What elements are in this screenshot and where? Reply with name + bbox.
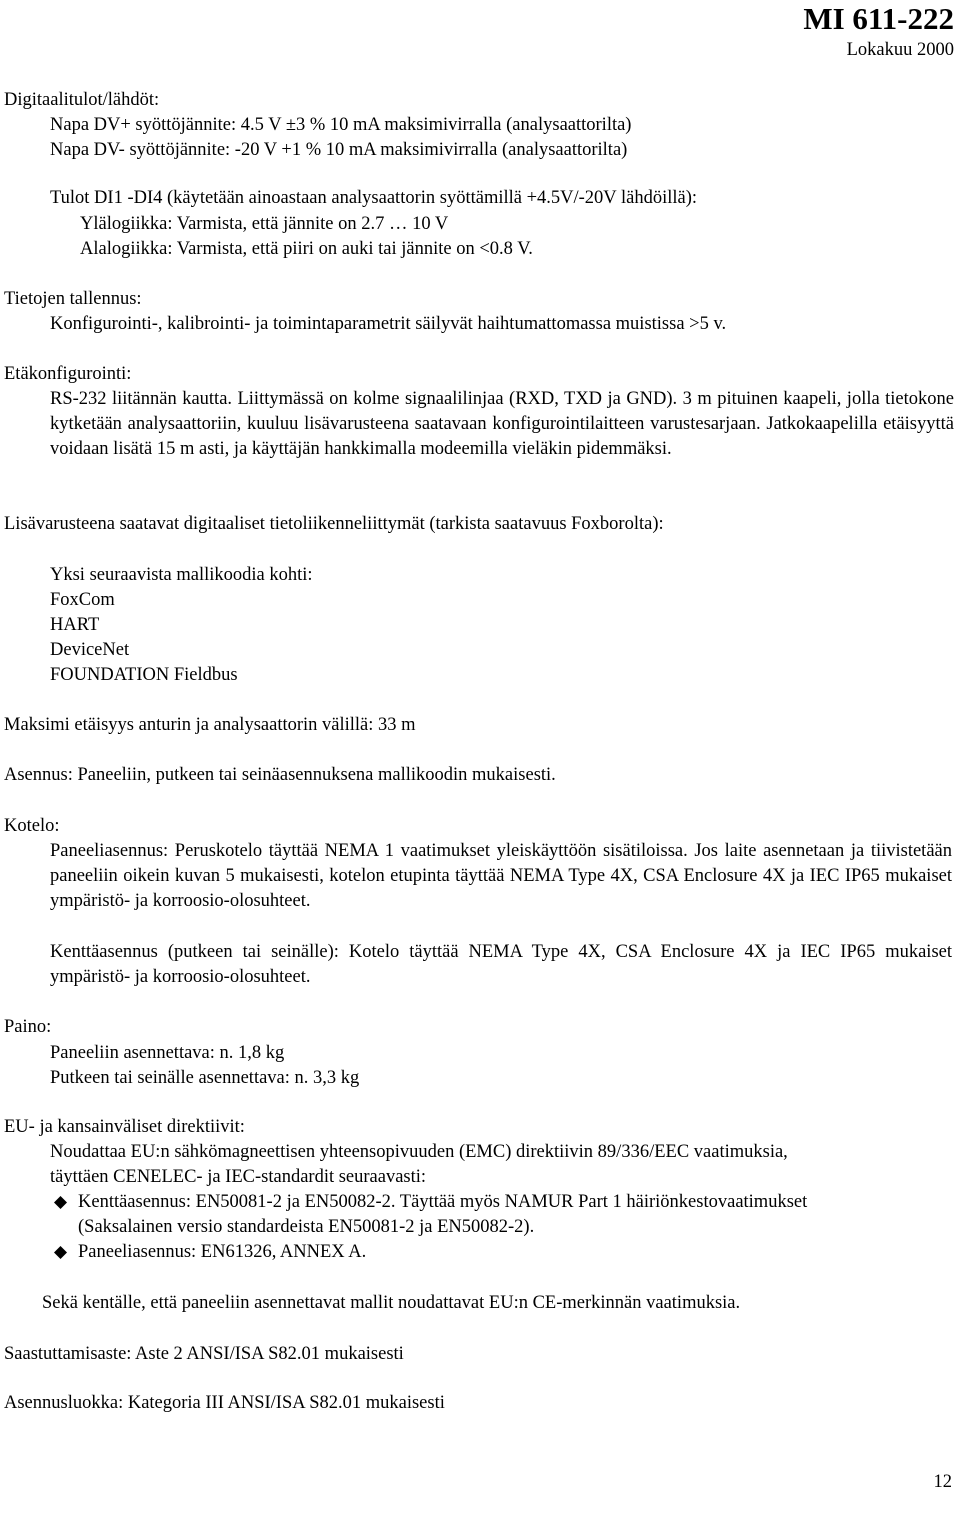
eu-directives-line2: täyttäen CENELEC- ja IEC-standardit seuraavasti: [50,1167,427,1187]
enclosure-panel-text: Paneeliasennus: Peruskotelo täyttää NEMA 1 vaatimukset yleiskäyttöön sisätiloissa. Jos laite asennetaan ja tiivistetään paneeliin oikein kuvan 5 mukaisesti, kotelon etupinta täyttää NEMA Type 4X, CSA Enclosure 4X ja IEC IP65 mukaiset ympäristö- ja korroosio-olosuhteet. [50,841,952,911]
digital-comms-sub-intro: Yksi seuraavista mallikoodia kohti: [50,565,313,585]
eu-bullet1-line2: (Saksalainen versio standardeista EN50081-2 ja EN50082-2). [78,1217,535,1237]
digital-io-heading: Digitaalitulot/lähdöt: [4,90,160,110]
weight-panel: Paneeliin asennettava: n. 1,8 kg [50,1043,285,1063]
remote-config-text: RS-232 liitännän kautta. Liittymässä on kolme signaalilinjaa (RXD, TXD ja GND). 3 m pituinen kaapeli, jolla tietokone kytketään analysaattoriin, kuuluu lisävarusteena saatavaan konfigurointilaitteen varustesarjaan. Jatkokaapelilla etäisyyttä voidaan lisätä 15 m asti, ja käyttäjän hankkimalla modeemilla vieläkin pidemmäksi. [50,389,954,459]
inputs-line: Tulot DI1 -DI4 (käytetään ainoastaan analysaattorin syöttämillä +4.5V/-20V lähdöillä): [50,188,697,208]
mounting-text: Asennus: Paneeliin, putkeen tai seinäasennuksena mallikoodin mukaisesti. [4,765,556,785]
diamond-bullet-icon [52,1240,68,1265]
weight-heading: Paino: [4,1017,52,1037]
remote-config-heading: Etäkonfigurointi: [4,364,132,384]
diamond-bullet-icon [52,1190,68,1215]
comms-option-foxcom: FoxCom [50,590,115,610]
weight-pipe-wall: Putkeen tai seinälle asennettava: n. 3,3 kg [50,1068,360,1088]
data-storage-heading: Tietojen tallennus: [4,289,142,309]
max-distance-text: Maksimi etäisyys anturin ja analysaattorin välillä: 33 m [4,715,416,735]
ce-marking-text: Sekä kentälle, että paneeliin asennettavat mallit noudattavat EU:n CE-merkinnän vaatimuksia. [42,1293,741,1313]
document-date: Lokakuu 2000 [846,40,954,60]
installation-class-text: Asennusluokka: Kategoria III ANSI/ISA S82.01 mukaisesti [4,1393,445,1413]
data-storage-text: Konfigurointi-, kalibrointi- ja toimintaparametrit säilyvät haihtumattomassa muistissa >5 v. [50,314,727,334]
low-logic-line: Alalogiikka: Varmista, että piiri on auki tai jännite on <0.8 V. [80,239,533,259]
high-logic-line: Ylälogiikka: Varmista, että jännite on 2.7 … 10 V [80,214,449,234]
dv-minus-line: Napa DV- syöttöjännite: -20 V +1 % 10 mA maksimivirralla (analysaattorilta) [50,140,628,160]
eu-bullet2: Paneeliasennus: EN61326, ANNEX A. [78,1242,367,1262]
pollution-degree-text: Saastuttamisaste: Aste 2 ANSI/ISA S82.01 mukaisesti [4,1344,404,1364]
enclosure-heading: Kotelo: [4,816,60,836]
digital-comms-intro: Lisävarusteena saatavat digitaaliset tietoliikenneliittymät (tarkista saatavuus Foxborolta): [4,514,664,534]
document-code: MI 611-222 [803,1,954,36]
eu-bullet1-line1: Kenttäasennus: EN50081-2 ja EN50082-2. Täyttää myös NAMUR Part 1 häiriönkestovaatimukset [78,1192,808,1212]
enclosure-field-text: Kenttäasennus (putkeen tai seinälle): Kotelo täyttää NEMA Type 4X, CSA Enclosure 4X ja IEC IP65 mukaiset ympäristö- ja korroosio-olosuhteet. [50,942,952,987]
comms-option-hart: HART [50,615,100,635]
dv-plus-line: Napa DV+ syöttöjännite: 4.5 V ±3 % 10 mA maksimivirralla (analysaattorilta) [50,115,632,135]
eu-directives-line1: Noudattaa EU:n sähkömagneettisen yhteensopivuuden (EMC) direktiivin 89/336/EEC vaatimuksia, [50,1142,788,1162]
comms-option-devicenet: DeviceNet [50,640,130,660]
eu-directives-heading: EU- ja kansainväliset direktiivit: [4,1117,245,1137]
comms-option-fieldbus: FOUNDATION Fieldbus [50,665,238,685]
page-number: 12 [933,1472,952,1492]
